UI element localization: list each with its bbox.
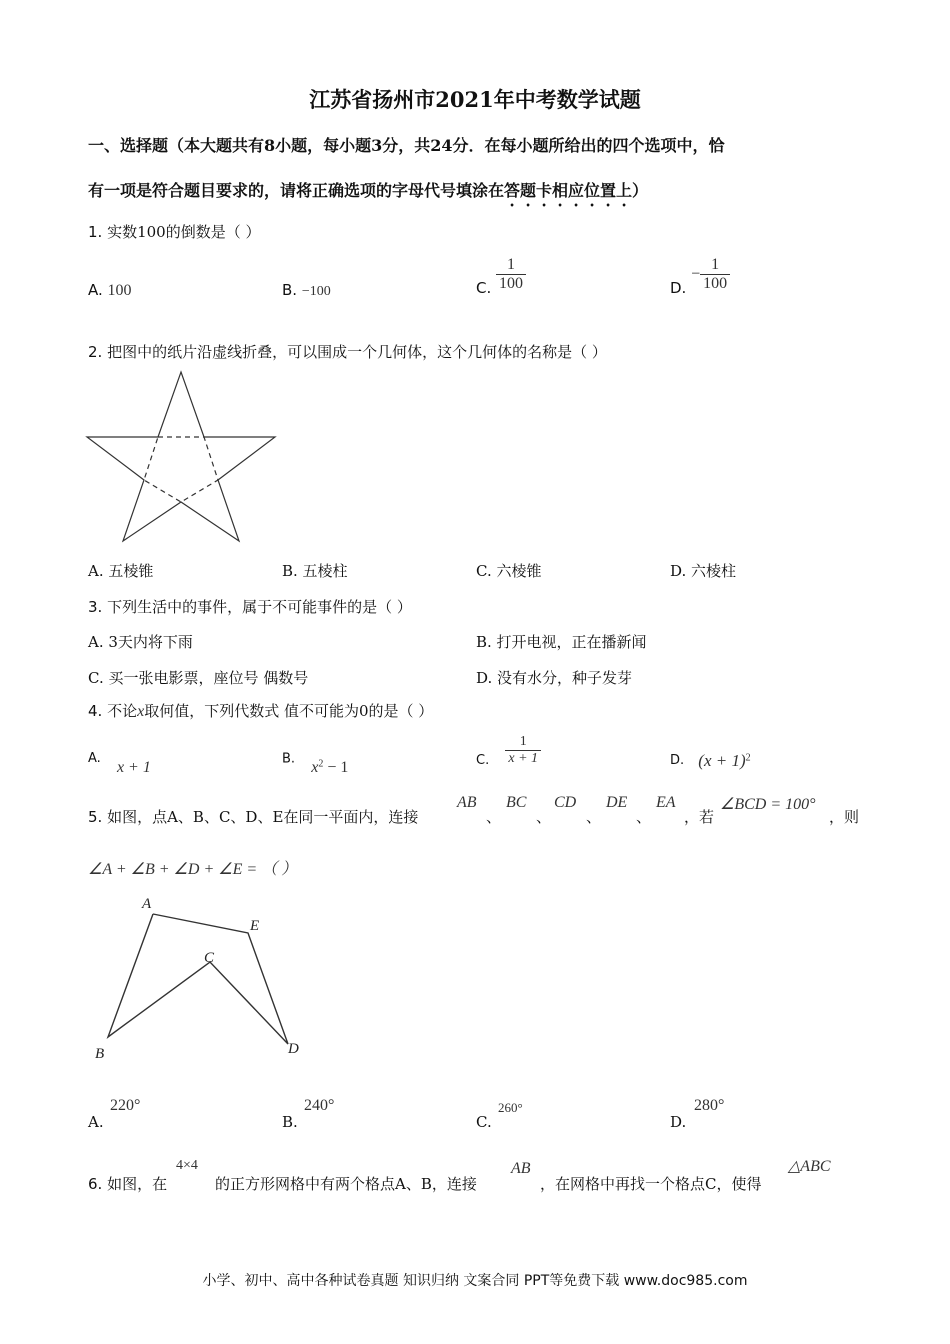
minus-sign: − <box>691 265 701 283</box>
angle-sum-expression: ∠A + ∠B + ∠D + ∠E = （ ） <box>88 861 298 878</box>
segment-cd: CD <box>554 794 577 811</box>
option-value <box>698 751 751 770</box>
question-text: ，则 <box>829 808 860 826</box>
exponent: 2 <box>745 752 751 764</box>
denominator: 100 <box>703 275 728 292</box>
option-label: B. <box>282 281 298 299</box>
q1-option-a <box>88 281 132 300</box>
fold-lines <box>144 437 218 502</box>
question-number: 5. <box>88 808 103 826</box>
option-value <box>311 761 348 776</box>
segment-de: DE <box>606 794 628 811</box>
question-5-line2 <box>88 856 297 879</box>
option-value: −100 <box>301 284 331 299</box>
question-text: ，若 <box>684 808 715 826</box>
option-label: D. <box>670 753 685 768</box>
rest: − 1 <box>323 759 349 777</box>
q3-option-c: C. 买一张电影票，座位号 偶数号 <box>88 669 309 687</box>
q3-option-b: B. 打开电视，正在播新闻 <box>476 633 647 651</box>
section-heading-line2 <box>88 178 648 210</box>
exponent: 2 <box>318 759 324 770</box>
angle-condition: ∠BCD = 100° <box>720 796 816 813</box>
question-text: 取何值，下列代数式 值不可能为0的是（ ） <box>144 702 434 720</box>
separator: 、 <box>536 808 552 826</box>
q5-option-b-value: 240° <box>304 1097 335 1114</box>
figure-lines <box>108 914 288 1044</box>
question-text: ，在网格中再找一个格点C，使得 <box>540 1175 762 1193</box>
segment-bc: BC <box>506 794 527 811</box>
q5-option-c-value: 260° <box>498 1100 523 1115</box>
option-value: 100 <box>107 282 132 299</box>
fraction <box>700 256 730 293</box>
pentagon-figure <box>90 892 320 1070</box>
q5-option-d-value: 280° <box>694 1097 725 1114</box>
question-text: 如图，点A、B、C、D、E在同一平面内，连接 <box>107 808 419 826</box>
label-e: E <box>250 918 260 934</box>
label-d: D <box>288 1041 299 1057</box>
option-label: C. <box>476 753 490 768</box>
q3-option-d: D. 没有水分，种子发芽 <box>476 669 633 687</box>
emphasized-text: 答题卡相应位置上 <box>504 181 633 200</box>
option-label: A. <box>88 751 101 766</box>
q5-option-d-label: D. <box>670 1113 687 1131</box>
numerator: 1 <box>496 256 526 275</box>
question-text: 下列生活中的事件，属于不可能事件的是（ ） <box>107 598 412 616</box>
question-number: 3. <box>88 598 103 616</box>
question-text: 实数100的倒数是（ ） <box>107 223 261 241</box>
segment-ea: EA <box>656 794 676 811</box>
denominator: x + 1 <box>508 751 539 766</box>
question-4 <box>88 700 433 721</box>
numerator: 1 <box>505 734 541 751</box>
page-footer: 小学、初中、高中各种试卷真题 知识归纳 文案合同 PPT等免费下载 www.doc985.com <box>202 1273 748 1289</box>
separator: 、 <box>486 808 502 826</box>
fraction <box>496 256 526 293</box>
separator: 、 <box>586 808 602 826</box>
option-label: C. <box>476 278 492 297</box>
q4-option-b <box>282 749 349 777</box>
question-3 <box>88 596 412 617</box>
q2-option-a: A. 五棱锥 <box>88 562 154 580</box>
variable: x <box>137 703 145 720</box>
q2-option-b: B. 五棱柱 <box>282 562 348 580</box>
option-label: A. <box>88 281 103 299</box>
q5-option-c-label: C. <box>476 1113 492 1131</box>
option-label: B. <box>282 751 296 767</box>
question-text: 不论 <box>107 702 138 720</box>
q4-option-c <box>476 734 541 767</box>
question-5 <box>88 806 418 827</box>
fraction <box>505 734 541 767</box>
q1-option-d <box>670 256 730 297</box>
question-1 <box>88 221 261 242</box>
question-number: 6. <box>88 1175 103 1193</box>
separator: 、 <box>636 808 652 826</box>
base: x <box>311 759 319 777</box>
question-number: 2. <box>88 343 103 361</box>
grid-size: 4×4 <box>176 1158 198 1173</box>
label-a: A <box>142 896 152 912</box>
q2-option-c: C. 六棱锥 <box>476 562 542 580</box>
q2-option-d: D. 六棱柱 <box>670 562 737 580</box>
question-2 <box>88 341 607 362</box>
q4-option-a <box>88 749 151 776</box>
section-text: 有一项是符合题目要求的，请将正确选项的字母代号填涂在 <box>88 181 505 200</box>
question-number: 4. <box>88 702 103 720</box>
q1-option-b <box>282 281 331 300</box>
q5-option-b-label: B. <box>282 1113 298 1131</box>
denominator: 100 <box>499 275 524 292</box>
option-label: D. <box>670 278 687 297</box>
page-title: 江苏省扬州市2021年中考数学试题 <box>309 87 641 112</box>
q3-option-a: A. 3天内将下雨 <box>88 633 193 651</box>
option-value: x + 1 <box>116 759 151 776</box>
segment-ab: AB <box>511 1160 531 1177</box>
q5-option-a-value: 220° <box>110 1097 141 1114</box>
question-text: 的正方形网格中有两个格点A、B，连接 <box>215 1175 477 1193</box>
label-b: B <box>95 1046 105 1062</box>
q5-option-a-label: A. <box>88 1113 104 1131</box>
triangle-abc: △ABC <box>788 1158 831 1175</box>
label-c: C <box>204 950 215 966</box>
q4-option-d <box>670 749 751 770</box>
expression: (x + 1) <box>698 751 746 770</box>
question-number: 1. <box>88 223 103 241</box>
question-6 <box>88 1173 167 1194</box>
question-text: 把图中的纸片沿虚线折叠，可以围成一个几何体，这个几何体的名称是（ ） <box>107 343 607 361</box>
question-text: 如图，在 <box>107 1175 168 1193</box>
section-heading-line1: 一、选择题（本大题共有8小题，每小题3分，共24分．在每小题所给出的四个选项中，恰 <box>88 136 725 155</box>
section-close: ） <box>632 181 649 200</box>
star-outline <box>87 372 275 541</box>
numerator: 1 <box>700 256 730 275</box>
star-net-figure <box>84 368 280 546</box>
segment-ab: AB <box>457 794 477 811</box>
q1-option-c <box>476 256 526 297</box>
